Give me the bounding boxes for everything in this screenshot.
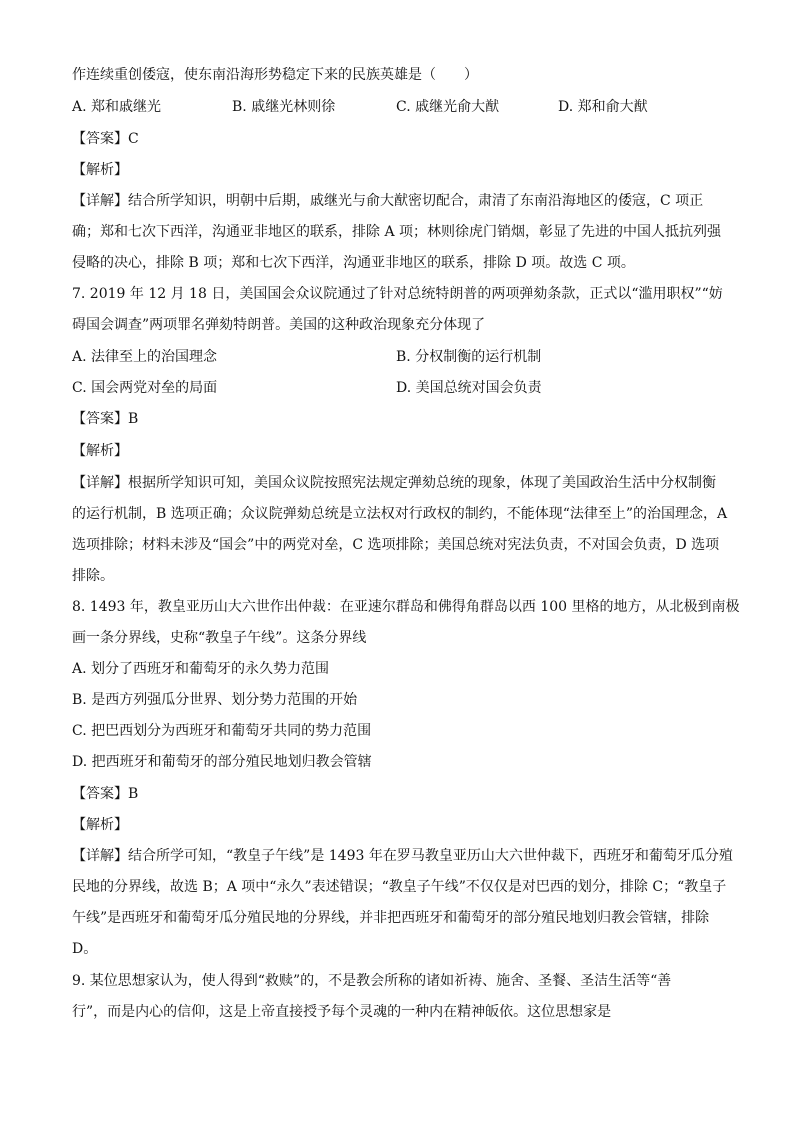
q6-detail-line: 【详解】结合所学知识，明朝中后期，戚继光与俞大猷密切配合，肃清了东南沿海地区的倭寇，C 项正: [72, 193, 704, 209]
q8-detail-line: 午线”是西班牙和葡萄牙瓜分殖民地的分界线，并非把西班牙和葡萄牙的部分殖民地划归教会管辖，排除: [72, 910, 710, 926]
q6-stem: 作连续重创倭寇，使东南沿海形势稳定下来的民族英雄是（ ）: [72, 67, 478, 83]
q7-option-b: B. 分权制衡的运行机制: [396, 349, 542, 365]
q7-detail-line: 选项排除；材料未涉及“国会”中的两党对垒，C 选项排除；美国总统对宪法负责，不对国会负责，D 选项: [72, 537, 720, 553]
q6-detail-line: 确；郑和七次下西洋，沟通亚非地区的联系，排除 A 项；林则徐虎门销烟，彰显了先进的中国人抵抗列强: [72, 224, 722, 240]
q7-option-c: C. 国会两党对垒的局面: [72, 380, 218, 396]
q7-answer: 【答案】B: [72, 411, 139, 427]
q8-option-b: B. 是西方列强瓜分世界、划分势力范围的开始: [72, 692, 358, 708]
q6-analysis-label: 【解析】: [72, 162, 128, 178]
q6-option-c: C. 戚继光俞大猷: [396, 99, 500, 115]
q7-detail-line: 的运行机制，B 选项正确；众议院弹劾总统是立法权对行政权的制约，不能体现“法律至上”的治国理念，A: [72, 506, 728, 522]
q6-option-b: B. 戚继光林则徐: [232, 99, 336, 115]
q8-detail-line: 【详解】结合所学可知，“教皇子午线”是 1493 年在罗马教皇亚历山大六世仲裁下，西班牙和葡萄牙瓜分殖: [72, 848, 733, 864]
q7-detail-line: 排除。: [72, 568, 114, 584]
q7-analysis-label: 【解析】: [72, 443, 128, 459]
q7-stem-line: 7. 2019 年 12 月 18 日，美国国会众议院通过了针对总统特朗普的两项弹劾条款，正式以“滥用职权”“妨: [72, 286, 723, 302]
q8-option-a: A. 划分了西班牙和葡萄牙的永久势力范围: [72, 661, 330, 677]
q7-detail-line: 【详解】根据所学知识可知，美国众议院按照宪法规定弹劾总统的现象，体现了美国政治生活中分权制衡: [72, 475, 716, 491]
q7-option-a: A. 法律至上的治国理念: [72, 349, 218, 365]
q7-option-d: D. 美国总统对国会负责: [396, 380, 542, 396]
q8-stem-line: 画一条分界线，史称“教皇子午线”。这条分界线: [72, 630, 367, 646]
q6-option-a: A. 郑和戚继光: [72, 99, 162, 115]
q8-detail-line: 民地的分界线，故选 B；A 项中“永久”表述错误；“教皇子午线”不仅仅是对巴西的划分，排除 C；“教皇子: [72, 879, 727, 895]
q8-stem-line: 8. 1493 年，教皇亚历山大六世作出仲裁：在亚速尔群岛和佛得角群岛以西 100 里格的地方，从北极到南极: [72, 599, 740, 615]
q8-answer: 【答案】B: [72, 786, 139, 802]
q8-analysis-label: 【解析】: [72, 817, 128, 833]
q6-answer: 【答案】C: [72, 131, 139, 147]
q6-option-d: D. 郑和俞大猷: [558, 99, 648, 115]
q8-option-d: D. 把西班牙和葡萄牙的部分殖民地划归教会管辖: [72, 754, 372, 770]
q8-option-c: C. 把巴西划分为西班牙和葡萄牙共同的势力范围: [72, 723, 372, 739]
q8-detail-line: D。: [72, 941, 98, 957]
q6-detail-line: 侵略的决心，排除 B 项；郑和七次下西洋，沟通亚非地区的联系，排除 D 项。故选 C 项。: [72, 255, 635, 271]
q9-stem-line: 9. 某位思想家认为，使人得到“救赎”的，不是教会所称的诸如祈祷、施舍、圣餐、圣洁生活等“善: [72, 973, 672, 989]
q9-stem-line: 行”，而是内心的信仰，这是上帝直接授予每个灵魂的一种内在精神皈依。这位思想家是: [72, 1004, 612, 1020]
q7-stem-line: 碍国会调查”两项罪名弹劾特朗普。美国的这种政治现象充分体现了: [72, 317, 486, 333]
